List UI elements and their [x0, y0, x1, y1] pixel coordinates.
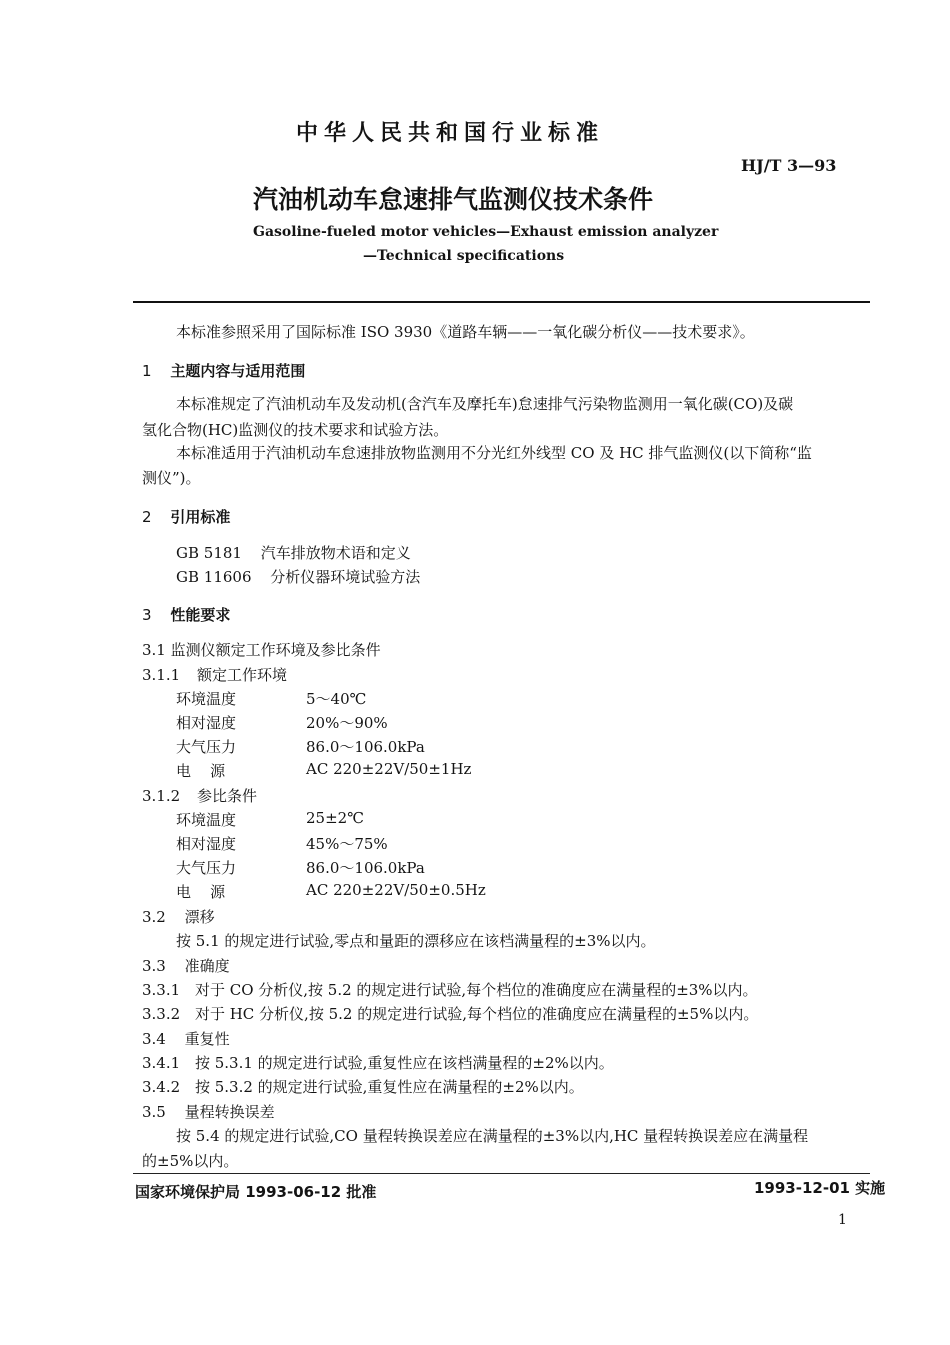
section-3-4-title: 重复性 [184, 1030, 230, 1048]
section-3-2-heading [142, 906, 215, 927]
section-3-3-title: 准确度 [184, 957, 230, 975]
condition-value: AC 220±22V/50±1Hz [306, 760, 472, 778]
approval-line: 国家环境保护局 1993-06-12 批准 [135, 1183, 377, 1201]
section-1-number: 1 [142, 362, 152, 380]
condition-label: 电 源 [176, 762, 226, 780]
section-3-number: 3 [142, 606, 152, 624]
condition-value: 5～40℃ [306, 690, 367, 708]
condition-label: 电 源 [176, 883, 226, 901]
section-3-3-2-text: 对于 HC 分析仪,按 5.2 的规定进行试验,每个档位的准确度应在满量程的±5%以内。 [194, 1005, 759, 1023]
reference-name: 分析仪器环境试验方法 [270, 568, 421, 586]
section-3-title: 性能要求 [170, 606, 231, 624]
condition-value: 86.0～106.0kPa [306, 738, 425, 756]
condition-label: 相对湿度 [176, 835, 237, 853]
section-3-1-1-heading [142, 664, 287, 685]
condition-value: 86.0～106.0kPa [306, 859, 425, 877]
condition-label: 大气压力 [176, 738, 237, 756]
condition-value: AC 220±22V/50±0.5Hz [306, 881, 486, 899]
reference-code: GB 5181 [176, 544, 242, 562]
section-1-heading [142, 360, 305, 381]
section-3-3-1 [142, 979, 758, 1000]
footer-divider [133, 1173, 870, 1174]
condition-value: 20%～90% [306, 714, 388, 732]
page-number: 1 [838, 1212, 847, 1228]
org-title: 中华人民共和国行业标准 [296, 121, 605, 146]
section-3-5-text-a: 按 5.4 的规定进行试验,CO 量程转换误差应在满量程的±3%以内,HC 量程转换误差应在满量程 [176, 1127, 809, 1145]
section-3-2-text: 按 5.1 的规定进行试验,零点和量距的漂移应在该档满量程的±3%以内。 [176, 932, 656, 950]
section-3-4-1 [142, 1052, 614, 1073]
section-2-number: 2 [142, 508, 152, 526]
section-3-1-2-number: 3.1.2 [142, 787, 181, 805]
section-3-1-1-number: 3.1.1 [142, 666, 181, 684]
reference-code: GB 11606 [176, 568, 252, 586]
section-1-paragraph-1a: 本标准规定了汽油机动车及发动机(含汽车及摩托车)怠速排气污染物监测用一氧化碳(CO)及碳 [176, 395, 794, 413]
reference-item [176, 566, 420, 587]
condition-label: 环境温度 [176, 690, 237, 708]
section-3-4-heading [142, 1028, 230, 1049]
section-1-title: 主题内容与适用范围 [170, 362, 306, 380]
section-3-4-1-text: 按 5.3.1 的规定进行试验,重复性应在该档满量程的±2%以内。 [194, 1054, 614, 1072]
section-3-2-number: 3.2 [142, 908, 166, 926]
title-english-line1: Gasoline-fueled motor vehicles—Exhaust emission analyzer [253, 224, 719, 240]
condition-value: 25±2℃ [306, 809, 364, 827]
section-1-paragraph-2a: 本标准适用于汽油机动车怠速排放物监测用不分光红外线型 CO 及 HC 排气监测仪(以下简称“监 [176, 444, 812, 462]
condition-label: 相对湿度 [176, 714, 237, 732]
title-chinese: 汽油机动车怠速排气监测仪技术条件 [253, 185, 654, 214]
condition-value: 45%～75% [306, 835, 388, 853]
section-3-4-2 [142, 1076, 584, 1097]
section-3-3-1-number: 3.3.1 [142, 981, 181, 999]
reference-item [176, 542, 411, 563]
condition-label: 环境温度 [176, 811, 237, 829]
section-3-2-title: 漂移 [184, 908, 215, 926]
section-3-5-text-b: 的±5%以内。 [142, 1152, 239, 1170]
section-3-1-2-heading [142, 785, 257, 806]
section-1-paragraph-1b: 氢化合物(HC)监测仪的技术要求和试验方法。 [142, 421, 449, 439]
section-3-4-2-text: 按 5.3.2 的规定进行试验,重复性应在满量程的±2%以内。 [194, 1078, 584, 1096]
section-3-4-1-number: 3.4.1 [142, 1054, 181, 1072]
condition-label: 大气压力 [176, 859, 237, 877]
section-3-1-2-title: 参比条件 [196, 787, 257, 805]
section-2-heading [142, 506, 230, 527]
reference-name: 汽车排放物术语和定义 [260, 544, 411, 562]
intro-paragraph: 本标准参照采用了国际标准 ISO 3930《道路车辆——一氧化碳分析仪——技术要求》。 [176, 323, 755, 341]
section-3-1-heading: 3.1 监测仪额定工作环境及参比条件 [142, 641, 381, 659]
section-3-4-number: 3.4 [142, 1030, 166, 1048]
section-3-5-title: 量程转换误差 [184, 1103, 275, 1121]
section-3-3-number: 3.3 [142, 957, 166, 975]
section-3-5-number: 3.5 [142, 1103, 166, 1121]
section-3-3-2 [142, 1003, 758, 1024]
section-3-1-1-title: 额定工作环境 [196, 666, 287, 684]
section-3-3-heading [142, 955, 230, 976]
section-3-3-2-number: 3.3.2 [142, 1005, 181, 1023]
section-2-title: 引用标准 [170, 508, 231, 526]
header-divider [133, 301, 870, 303]
standard-code: HJ/T 3—93 [741, 156, 837, 175]
section-1-paragraph-2b: 测仪”)。 [142, 469, 201, 487]
title-english-line2: —Technical specifications [363, 248, 565, 264]
section-3-heading [142, 604, 230, 625]
section-3-4-2-number: 3.4.2 [142, 1078, 181, 1096]
effective-date: 1993-12-01 实施 [754, 1179, 886, 1197]
section-3-5-heading [142, 1101, 275, 1122]
section-3-3-1-text: 对于 CO 分析仪,按 5.2 的规定进行试验,每个档位的准确度应在满量程的±3%以内。 [194, 981, 758, 999]
